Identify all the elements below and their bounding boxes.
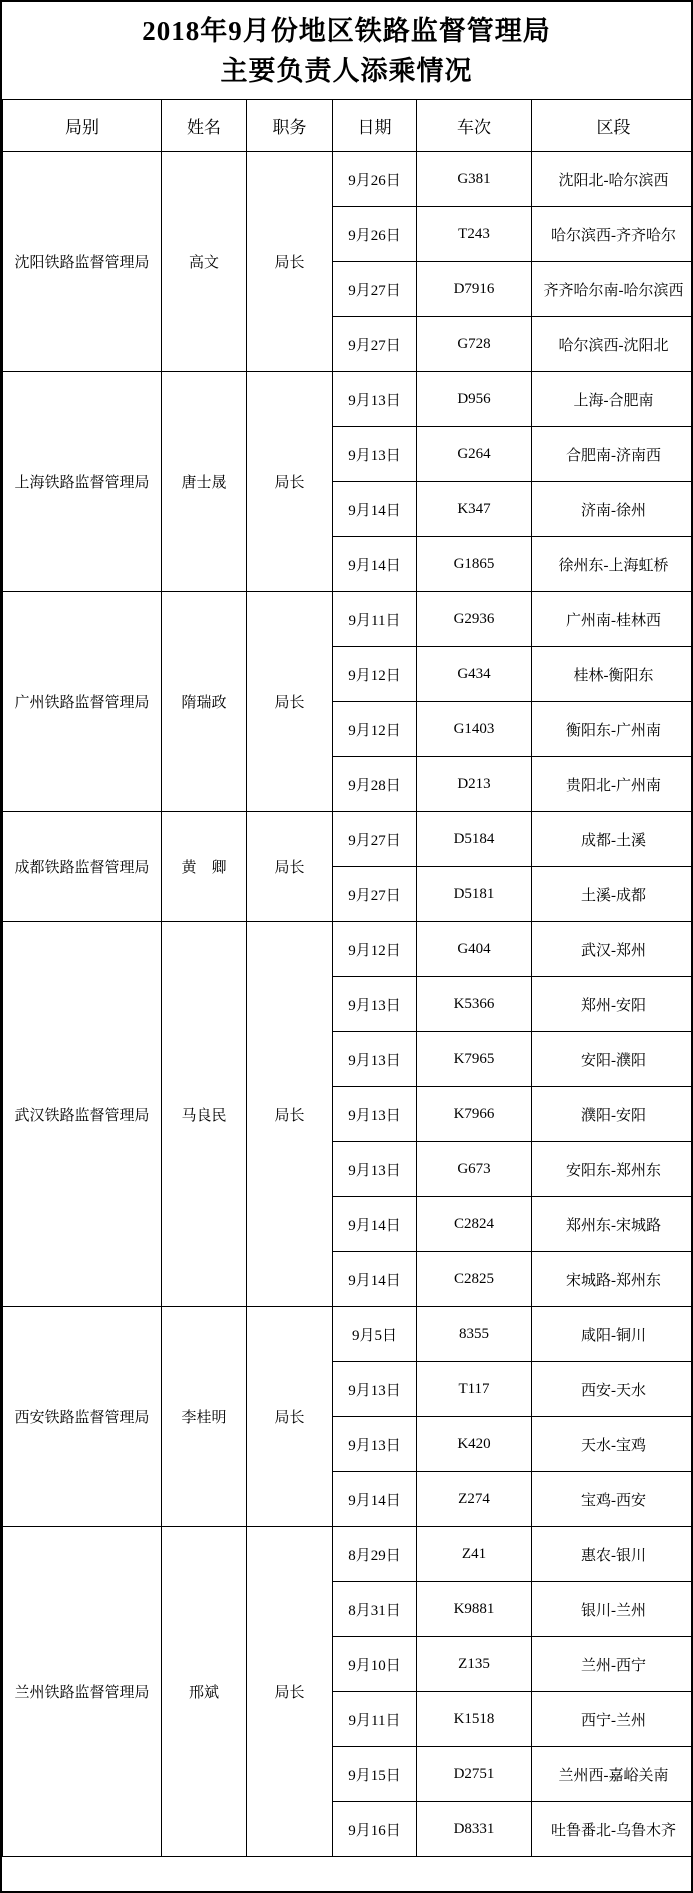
bureau-cell: 武汉铁路监督管理局: [3, 922, 162, 1307]
bureau-cell: 西安铁路监督管理局: [3, 1307, 162, 1527]
position-cell: 局长: [247, 592, 333, 812]
bureau-cell: 广州铁路监督管理局: [3, 592, 162, 812]
bureau-cell: 成都铁路监督管理局: [3, 812, 162, 922]
train-cell: D5184: [417, 812, 532, 867]
segment-cell: 郑州东-宋城路: [532, 1197, 693, 1252]
date-cell: 9月5日: [333, 1307, 417, 1362]
train-cell: G728: [417, 317, 532, 372]
name-cell: 隋瑞政: [162, 592, 247, 812]
segment-cell: 合肥南-济南西: [532, 427, 693, 482]
date-cell: 9月11日: [333, 1692, 417, 1747]
train-cell: D8331: [417, 1802, 532, 1857]
position-cell: 局长: [247, 372, 333, 592]
segment-cell: 安阳东-郑州东: [532, 1142, 693, 1197]
train-cell: K1518: [417, 1692, 532, 1747]
train-cell: G673: [417, 1142, 532, 1197]
segment-cell: 咸阳-铜川: [532, 1307, 693, 1362]
date-cell: 9月14日: [333, 537, 417, 592]
date-cell: 9月14日: [333, 1472, 417, 1527]
train-cell: K347: [417, 482, 532, 537]
date-cell: 9月13日: [333, 1142, 417, 1197]
position-cell: 局长: [247, 1527, 333, 1857]
date-cell: 9月27日: [333, 262, 417, 317]
train-cell: T117: [417, 1362, 532, 1417]
position-cell: 局长: [247, 152, 333, 372]
train-cell: T243: [417, 207, 532, 262]
date-cell: 9月16日: [333, 1802, 417, 1857]
segment-cell: 宝鸡-西安: [532, 1472, 693, 1527]
column-header-segment: 区段: [532, 100, 693, 152]
date-cell: 9月13日: [333, 372, 417, 427]
segment-cell: 广州南-桂林西: [532, 592, 693, 647]
trip-row: [3, 1527, 693, 1582]
train-cell: G2936: [417, 592, 532, 647]
date-cell: 9月13日: [333, 1362, 417, 1417]
train-cell: K7965: [417, 1032, 532, 1087]
segment-cell: 桂林-衡阳东: [532, 647, 693, 702]
position-cell: 局长: [247, 922, 333, 1307]
train-cell: C2824: [417, 1197, 532, 1252]
segment-cell: 齐齐哈尔南-哈尔滨西: [532, 262, 693, 317]
date-cell: 9月26日: [333, 152, 417, 207]
column-header-bureau: 局别: [3, 100, 162, 152]
segment-cell: 兰州西-嘉峪关南: [532, 1747, 693, 1802]
train-cell: D7916: [417, 262, 532, 317]
segment-cell: 西安-天水: [532, 1362, 693, 1417]
date-cell: 9月28日: [333, 757, 417, 812]
report-title: [2, 2, 691, 99]
date-cell: 9月14日: [333, 482, 417, 537]
train-cell: G381: [417, 152, 532, 207]
bureau-cell: 兰州铁路监督管理局: [3, 1527, 162, 1857]
train-cell: K420: [417, 1417, 532, 1472]
train-cell: Z41: [417, 1527, 532, 1582]
date-cell: 9月13日: [333, 1417, 417, 1472]
train-cell: G1403: [417, 702, 532, 757]
date-cell: 9月13日: [333, 427, 417, 482]
segment-cell: 沈阳北-哈尔滨西: [532, 152, 693, 207]
segment-cell: 宋城路-郑州东: [532, 1252, 693, 1307]
name-cell: 李桂明: [162, 1307, 247, 1527]
segment-cell: 哈尔滨西-齐齐哈尔: [532, 207, 693, 262]
segment-cell: 惠农-银川: [532, 1527, 693, 1582]
date-cell: 9月12日: [333, 922, 417, 977]
segment-cell: 济南-徐州: [532, 482, 693, 537]
column-header-train: 车次: [417, 100, 532, 152]
train-cell: D956: [417, 372, 532, 427]
date-cell: 9月27日: [333, 867, 417, 922]
position-cell: 局长: [247, 1307, 333, 1527]
segment-cell: 贵阳北-广州南: [532, 757, 693, 812]
date-cell: 9月14日: [333, 1252, 417, 1307]
segment-cell: 哈尔滨西-沈阳北: [532, 317, 693, 372]
trip-row: [3, 592, 693, 647]
date-cell: 9月27日: [333, 812, 417, 867]
trip-row: [3, 812, 693, 867]
date-cell: 8月29日: [333, 1527, 417, 1582]
date-cell: 9月13日: [333, 1032, 417, 1087]
trip-row: [3, 922, 693, 977]
train-cell: C2825: [417, 1252, 532, 1307]
column-header-name: 姓名: [162, 100, 247, 152]
train-cell: 8355: [417, 1307, 532, 1362]
table-header-row: [3, 100, 693, 152]
column-header-date: 日期: [333, 100, 417, 152]
segment-cell: 西宁-兰州: [532, 1692, 693, 1747]
segment-cell: 天水-宝鸡: [532, 1417, 693, 1472]
date-cell: 9月10日: [333, 1637, 417, 1692]
train-cell: K9881: [417, 1582, 532, 1637]
segment-cell: 郑州-安阳: [532, 977, 693, 1032]
date-cell: 9月11日: [333, 592, 417, 647]
column-header-position: 职务: [247, 100, 333, 152]
train-cell: G404: [417, 922, 532, 977]
train-cell: K7966: [417, 1087, 532, 1142]
trip-row: [3, 1307, 693, 1362]
segment-cell: 土溪-成都: [532, 867, 693, 922]
date-cell: 9月15日: [333, 1747, 417, 1802]
segment-cell: 武汉-郑州: [532, 922, 693, 977]
segment-cell: 成都-土溪: [532, 812, 693, 867]
date-cell: 9月12日: [333, 647, 417, 702]
report-title-line1: 2018年9月份地区铁路监督管理局: [142, 15, 551, 46]
segment-cell: 兰州-西宁: [532, 1637, 693, 1692]
name-cell: 唐士晟: [162, 372, 247, 592]
trip-row: [3, 372, 693, 427]
segment-cell: 濮阳-安阳: [532, 1087, 693, 1142]
segment-cell: 银川-兰州: [532, 1582, 693, 1637]
date-cell: 8月31日: [333, 1582, 417, 1637]
name-cell: 马良民: [162, 922, 247, 1307]
date-cell: 9月26日: [333, 207, 417, 262]
name-cell: 高文: [162, 152, 247, 372]
date-cell: 9月13日: [333, 977, 417, 1032]
segment-cell: 安阳-濮阳: [532, 1032, 693, 1087]
bureau-cell: 沈阳铁路监督管理局: [3, 152, 162, 372]
segment-cell: 吐鲁番北-乌鲁木齐: [532, 1802, 693, 1857]
date-cell: 9月27日: [333, 317, 417, 372]
bureau-cell: 上海铁路监督管理局: [3, 372, 162, 592]
train-cell: D2751: [417, 1747, 532, 1802]
train-cell: D5181: [417, 867, 532, 922]
inspection-table: [2, 99, 693, 1857]
train-cell: Z135: [417, 1637, 532, 1692]
name-cell: 邢斌: [162, 1527, 247, 1857]
date-cell: 9月14日: [333, 1197, 417, 1252]
train-cell: D213: [417, 757, 532, 812]
train-cell: Z274: [417, 1472, 532, 1527]
train-cell: G434: [417, 647, 532, 702]
trip-row: [3, 152, 693, 207]
segment-cell: 上海-合肥南: [532, 372, 693, 427]
train-cell: K5366: [417, 977, 532, 1032]
report-title-line2: 主要负责人添乘情况: [220, 55, 473, 86]
date-cell: 9月12日: [333, 702, 417, 757]
date-cell: 9月13日: [333, 1087, 417, 1142]
position-cell: 局长: [247, 812, 333, 922]
segment-cell: 衡阳东-广州南: [532, 702, 693, 757]
name-cell: 黄 卿: [162, 812, 247, 922]
segment-cell: 徐州东-上海虹桥: [532, 537, 693, 592]
train-cell: G1865: [417, 537, 532, 592]
train-cell: G264: [417, 427, 532, 482]
